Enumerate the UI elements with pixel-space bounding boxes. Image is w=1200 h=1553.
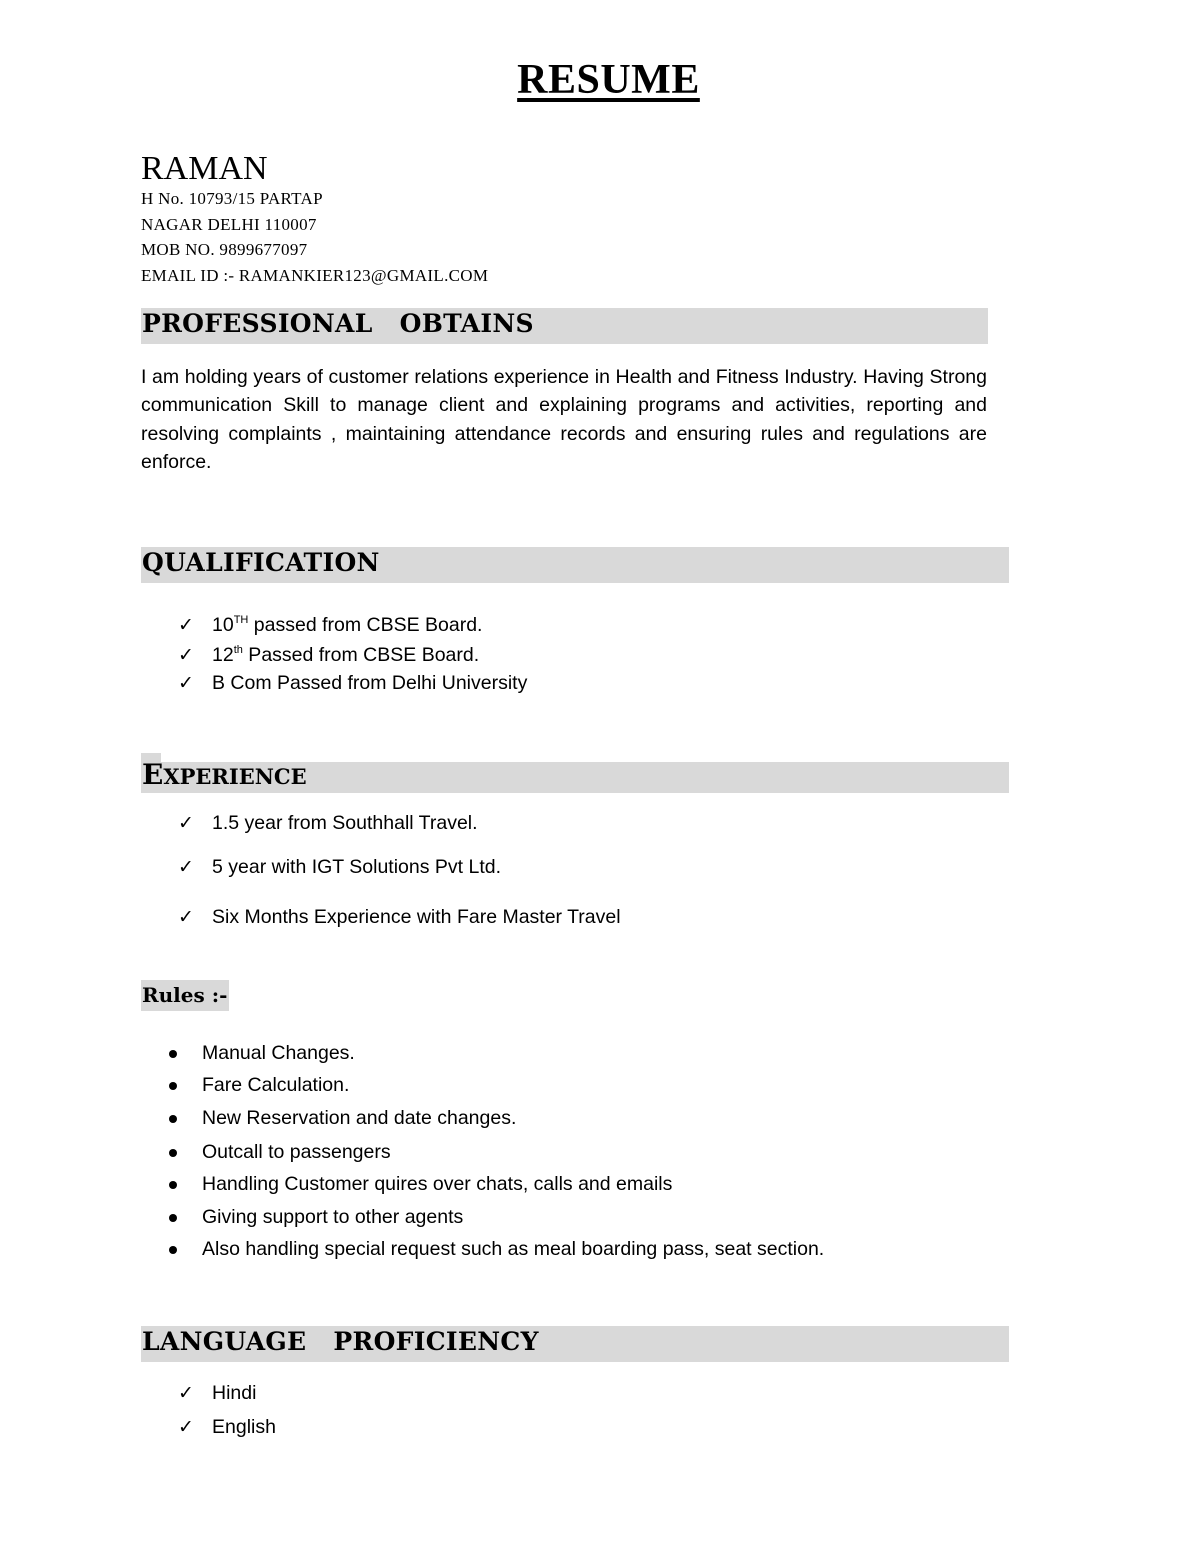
bullet-dot-icon [169,1149,177,1157]
experience-item: 5 year with IGT Solutions Pvt Ltd. [212,856,502,878]
candidate-name: RAMAN [141,150,268,187]
check-mark-icon: ✓ [178,906,194,928]
qualification-heading: QUALIFICATION [142,548,380,577]
address-line-1: H No. 10793/15 PARTAP [141,189,323,208]
address-line-2: NAGAR DELHI 110007 [141,215,317,234]
check-mark-icon: ✓ [178,1382,194,1404]
mobile-number: MOB NO. 9899677097 [141,240,308,259]
rules-heading: Rules :- [142,983,228,1007]
check-mark-icon: ✓ [178,1416,194,1438]
language-item: Hindi [212,1382,257,1404]
check-mark-icon: ✓ [178,644,194,666]
bullet-dot-icon [169,1050,177,1058]
check-mark-icon: ✓ [178,672,194,694]
email-address: EMAIL ID :- RAMANKIER123@GMAIL.COM [141,266,489,285]
language-item: English [212,1416,276,1438]
qualification-item: 12th Passed from CBSE Board. [212,644,480,666]
rules-item: Also handling special request such as meal boarding pass, seat section. [202,1238,825,1260]
language-heading: LANGUAGE PROFICIENCY [142,1327,539,1356]
rules-item: Manual Changes. [202,1042,355,1064]
rules-item: Fare Calculation. [202,1074,350,1096]
document-title: RESUME [517,57,700,103]
qualification-item: B Com Passed from Delhi University [212,672,528,694]
check-mark-icon: ✓ [178,856,194,878]
experience-item: 1.5 year from Southhall Travel. [212,812,478,834]
experience-heading: EXPERIENCE [142,758,307,791]
check-mark-icon: ✓ [178,812,194,834]
bullet-dot-icon [169,1115,177,1123]
bullet-dot-icon [169,1082,177,1090]
rules-item: Giving support to other agents [202,1206,464,1228]
professional-heading: PROFESSIONAL OBTAINS [142,309,534,338]
professional-summary: I am holding years of customer relations experience in Health and Fitness Industry. Having Strong communication Skill to manage client and explaining programs and activities, reporting and resolving complaints , maintaining attendance records and ensuring rules and regulations are enforce. [141,366,987,473]
check-mark-icon: ✓ [178,614,194,636]
rules-item: Handling Customer quires over chats, calls and emails [202,1173,673,1195]
bullet-dot-icon [169,1181,177,1189]
bullet-dot-icon [169,1214,177,1222]
experience-item: Six Months Experience with Fare Master Travel [212,906,621,928]
bullet-dot-icon [169,1246,177,1254]
rules-item: Outcall to passengers [202,1141,391,1163]
qualification-item: 10TH passed from CBSE Board. [212,614,483,636]
rules-item: New Reservation and date changes. [202,1107,517,1129]
